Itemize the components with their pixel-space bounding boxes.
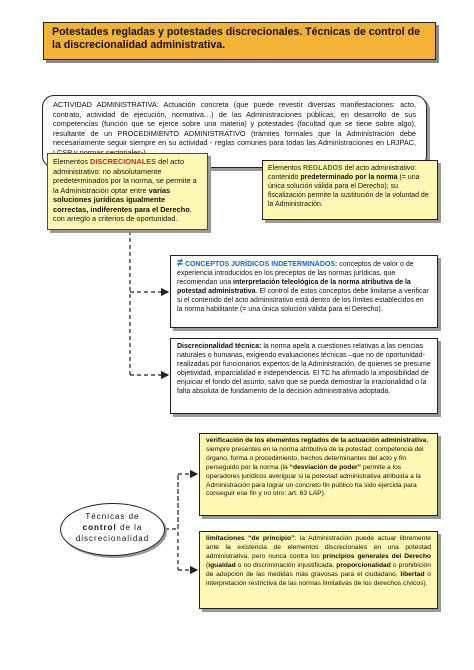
tecnicas-word-4: discrecionalidad <box>75 534 150 543</box>
conceptos-bold: interpretación teleológica de la norma atributiva de la potestad administrativa <box>177 279 411 296</box>
limitaciones-text-4: o prohibición de adopción de las medidas más gravosas para el ciudadano, <box>206 561 431 578</box>
tecnicas-control-ellipse <box>60 503 165 556</box>
verificacion-heading: verificación de los elementos reglados de la actuación administrativa <box>206 437 427 444</box>
limitaciones-text-3: o no discriminación injustificada, <box>235 561 337 569</box>
limitaciones-text-2: ( <box>206 561 209 569</box>
desviacion-de-poder: “desviación de poder” <box>289 463 361 471</box>
page-title <box>43 22 436 60</box>
verificacion-box <box>199 433 438 516</box>
reglados-text-2: del acto administrativo: contenido <box>268 165 417 182</box>
libertad: libertad <box>400 570 425 578</box>
igualdad: igualdad <box>208 561 236 569</box>
discrecionales-bold: varias soluciones jurídicas igualmente correctas, indiferentes para el Derecho <box>53 185 190 214</box>
tecnica-text: la norma apela a cuestiones relativas a las ciencias naturales o humanas, exigiendo evaluaciones técnicas –que no de oportunidad- realizadas por funcionarios expertos de la Administración, de quienes se presume objetividad, imparcialidad e independencia. El TC ha afirmado la imposibilidad de enjuiciar el fondo del asunto, salvo que se pueda demostrar la irracionalidad o la falta absoluta de fundamento de la decisión administrativa adoptada. <box>177 343 431 396</box>
reglados-text-1: Elementos <box>268 165 304 172</box>
conceptos-heading: CONCEPTOS JURÍDICOS INDETERMINADOS: <box>185 261 338 268</box>
reglados-bold: predeterminado por la norma <box>300 174 398 182</box>
tecnicas-word-control: control <box>82 523 117 532</box>
title-text: Potestades regladas y potestades discrecionales. Técnicas de control de la discrecionalidad administrativa. <box>52 26 420 51</box>
conceptos-text-2: . El control de estos conceptos debe limitarse a verificar si el contenido del acto administrativo está dentro de los límites establecidos en la norma habilitante (= una única solución válida para el Derecho). <box>177 288 429 314</box>
elementos-reglados-box <box>262 160 438 220</box>
actividad-text: ACTIVIDAD ADMINISTRATIVA: Actuación concreta (que puede revestir diversas manifestaciones: acto, contrato, actividad de ejecución, normativa…) de las Administraciones públicas, en desarrollo de sus competencias (función que se ejerce sobre una materia) y potestades (facultad que se tiene sobre algo), resultante de un PROCEDIMIENTO ADMINISTRATIVO (trámites formales que la Administración debe necesariamente seguir siempre en su actividad - reglas comunes para todas las Administraciones en LRJPAC, <box>53 100 416 148</box>
discrecionales-text-1: Elementos <box>53 157 90 166</box>
discrecionalidad-tecnica-box <box>170 338 438 414</box>
limitaciones-text-1: : la Administración puede actuar libremente ante la existencia de elementos discrecionales en una potestad administrativa, pero nunca contra los <box>206 535 431 560</box>
limitaciones-box <box>199 531 438 609</box>
conceptos-text-1: conceptos de valor o de experiencia introducidos en los preceptos de las normas jurídicas, que recomiendan una <box>177 261 414 287</box>
verificacion-text-2: permite a los operadores jurídicos averiguar si la potestad administrativa atribuida a la Administración para lograr un concreto fin público ha sido ejercida para conseguir ese fin y no otro: art. 63 LAP). <box>206 463 421 498</box>
discrecionales-text-3: , con arreglo a criterios de oportunidad. <box>53 204 192 223</box>
proporcionalidad: proporcionalidad <box>336 561 391 569</box>
conceptos-juridicos-box <box>170 255 438 328</box>
principios-generales: principios generales del Derecho <box>322 552 431 560</box>
reglados-text-3: (= una única solución válida para el Derecho); su fiscalización permite la sustitución de la voluntad de la Administración. <box>268 174 429 209</box>
elementos-discrecionales-box <box>47 153 208 230</box>
reglados-keyword: REGLADOS <box>303 165 343 172</box>
limitaciones-heading: limitaciones “de principio” <box>206 535 295 542</box>
tecnicas-word-1: Técnicas de <box>85 512 140 521</box>
discrecionales-text-2: del acto administrativo: no absolutamente predeterminados por la norma, se permite a la Administración optar entre <box>53 157 197 195</box>
discrecionales-keyword: DISCRECIONALES <box>89 157 157 166</box>
verificacion-text-1: , siempre presentes en la norma atributiva de la potestad: competencia del órgano, forma o procedimiento, hechos determinantes del acto y fin perseguido por la norma (la <box>206 437 429 471</box>
tecnica-heading: Discrecionalidad técnica: <box>177 343 262 350</box>
not-equal-icon: ≠ <box>177 257 184 269</box>
tecnicas-word-3: de la <box>116 523 143 532</box>
limitaciones-text-5: o interpretación restrictiva de las normas limitativas de los derechos cívicos). <box>206 570 431 587</box>
connector-tecnicas <box>165 474 178 570</box>
